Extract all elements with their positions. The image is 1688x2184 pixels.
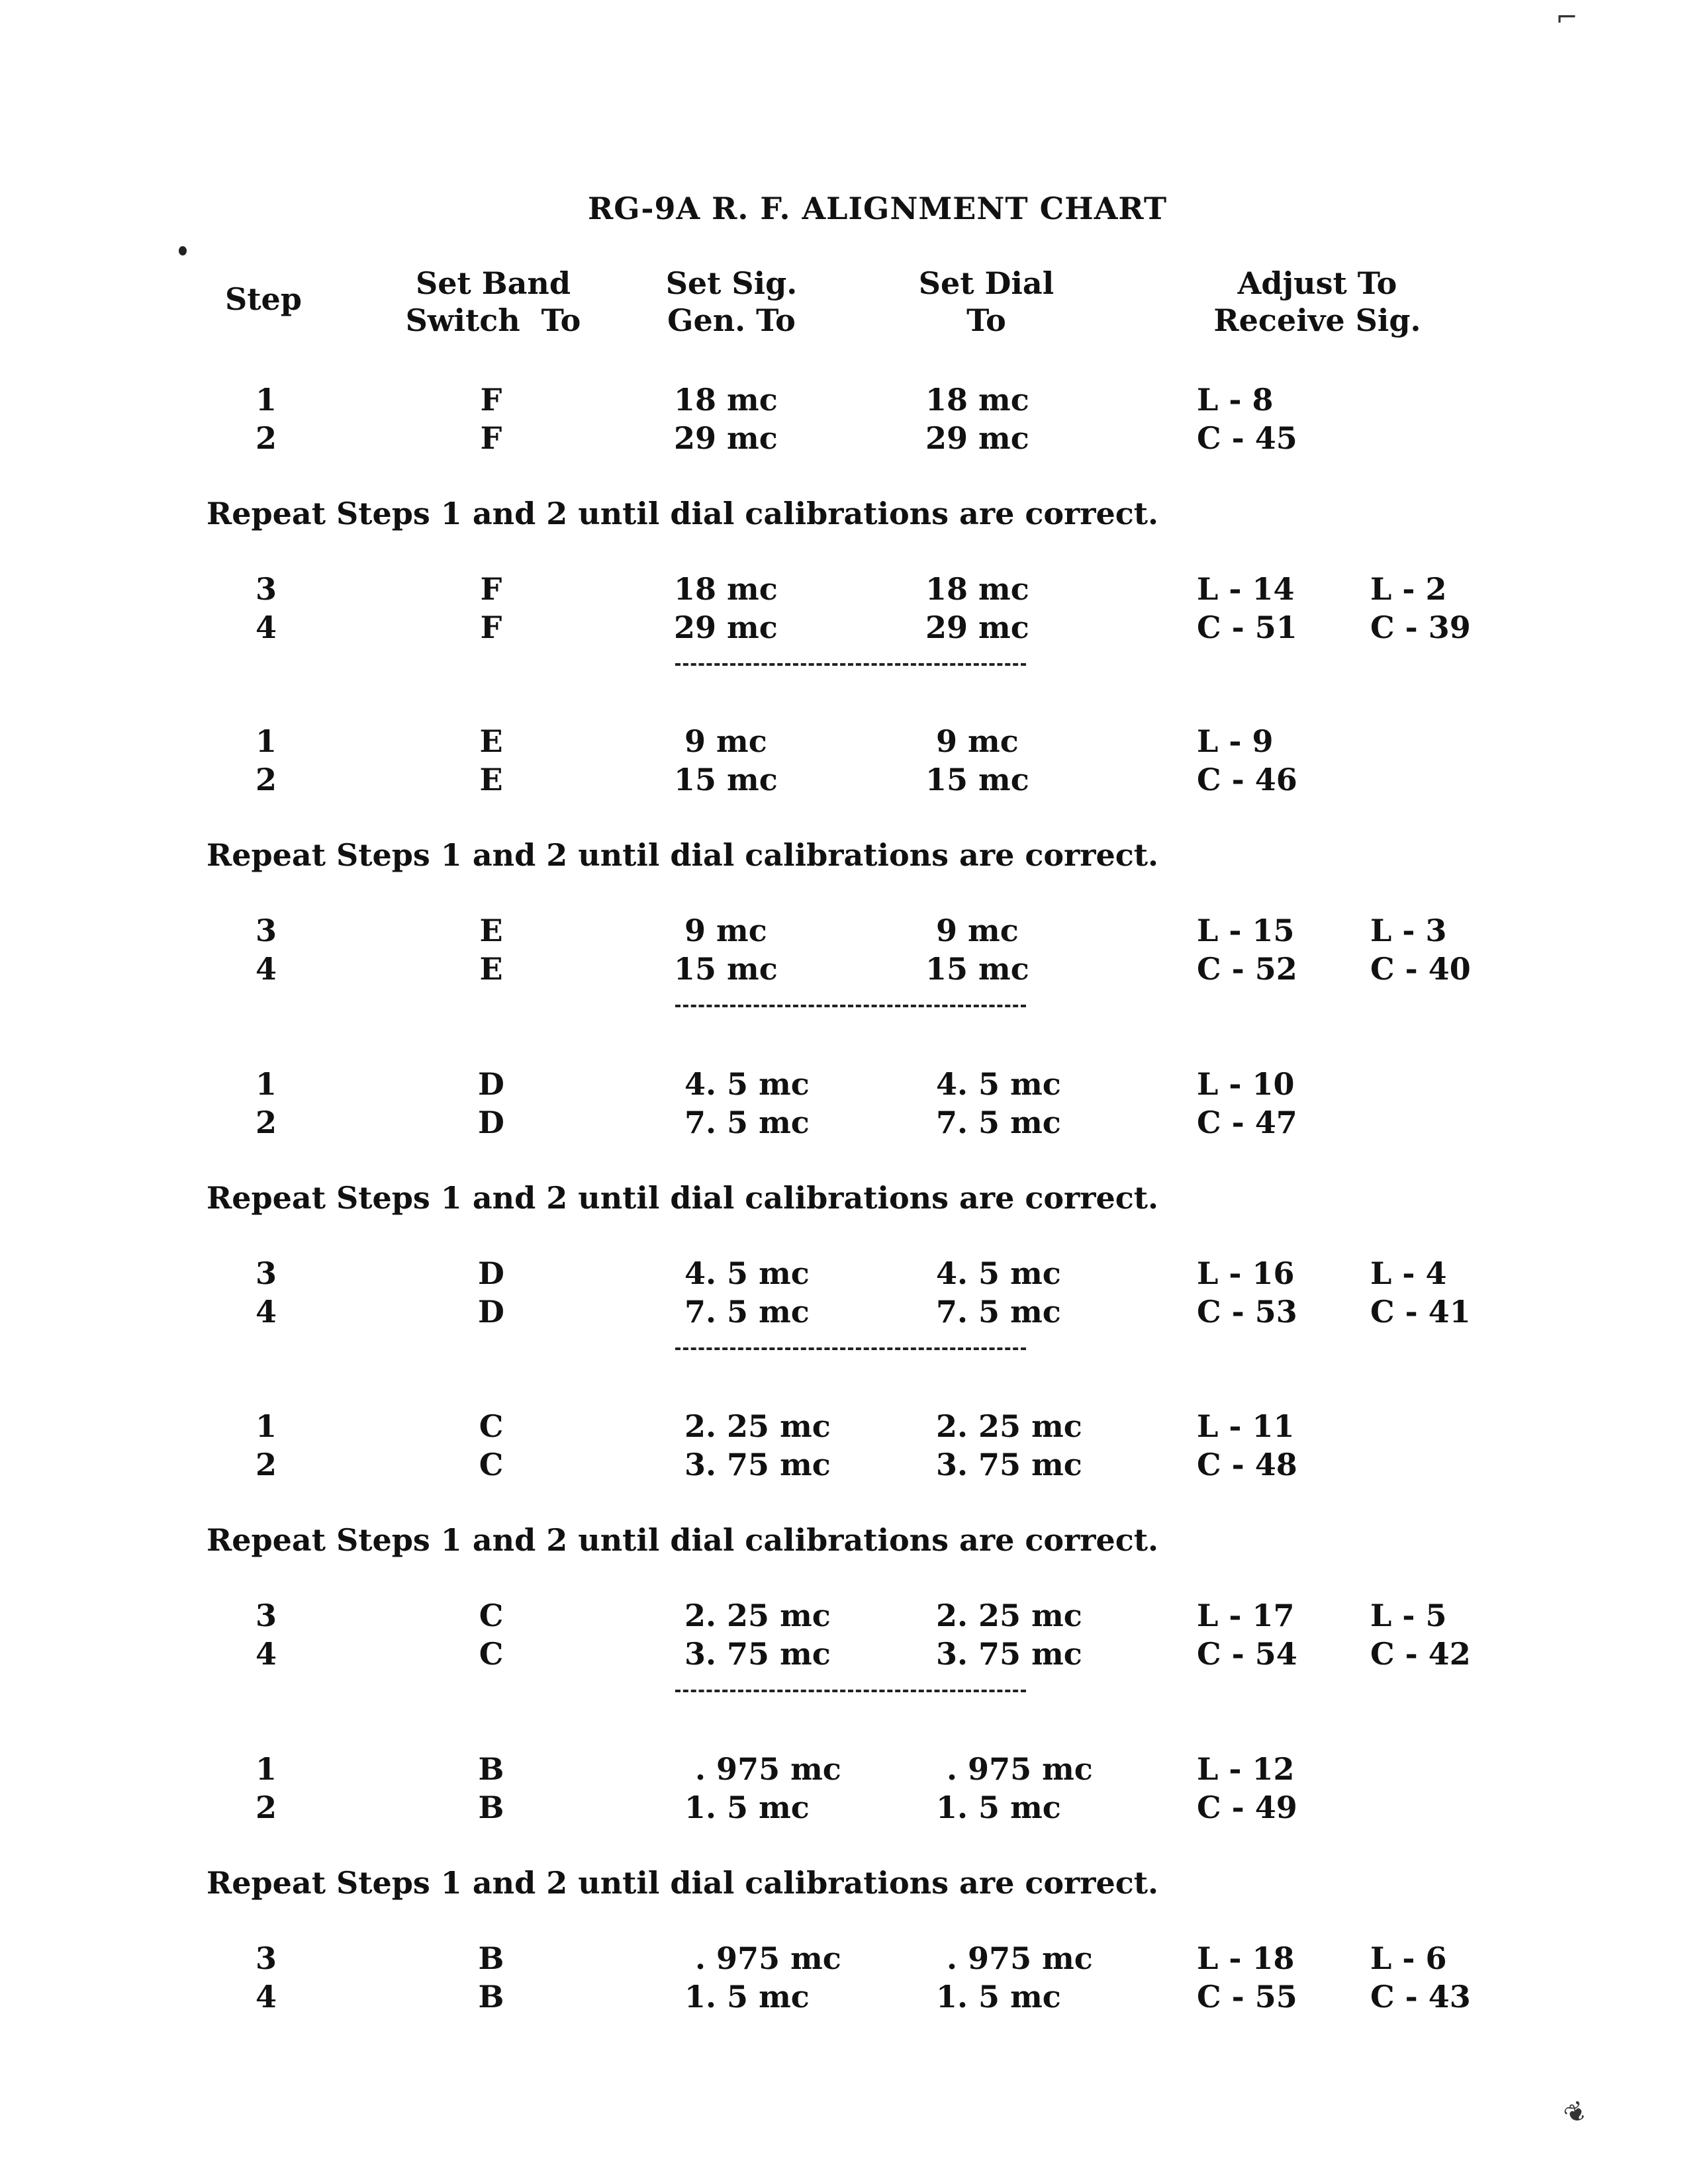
header-adjust-line1: Adjust To — [1237, 265, 1397, 301]
cell-band: F — [480, 571, 502, 607]
cell-step: 1 — [255, 1751, 277, 1787]
cell-band: C — [479, 1636, 504, 1672]
cell-adj2: C - 41 — [1370, 1294, 1471, 1330]
cell-adj2: C - 39 — [1370, 610, 1471, 645]
cell-step: 4 — [255, 1294, 277, 1330]
cell-step: 2 — [255, 1105, 277, 1140]
cell-adj1: C - 49 — [1197, 1790, 1297, 1825]
cell-band: E — [479, 762, 503, 797]
cell-dial: 9 mc — [925, 723, 1019, 759]
cell-band: C — [479, 1447, 504, 1482]
cell-gen: 2. 25 mc — [674, 1598, 831, 1633]
cell-adj1: C - 52 — [1197, 951, 1297, 987]
cell-gen: . 975 mc — [674, 1751, 841, 1787]
band-separator — [675, 663, 1026, 666]
cell-band: B — [478, 1751, 504, 1787]
cell-step: 2 — [255, 1447, 277, 1482]
cell-step: 1 — [255, 723, 277, 759]
cell-adj2: C - 40 — [1370, 951, 1471, 987]
cell-dial: . 975 mc — [925, 1751, 1093, 1787]
cell-dial: 7. 5 mc — [925, 1105, 1061, 1140]
cell-dial: 3. 75 mc — [925, 1636, 1082, 1672]
header-gen-line1: Set Sig. — [665, 265, 798, 301]
corner-ink-mark: ❦ — [1558, 2094, 1593, 2132]
header-dial — [907, 265, 1066, 339]
repeat-note: Repeat Steps 1 and 2 until dial calibrations are correct. — [207, 496, 1159, 531]
cell-gen: . 975 mc — [674, 1940, 841, 1976]
cell-dial: 3. 75 mc — [925, 1447, 1082, 1482]
cell-gen: 18 mc — [674, 382, 778, 418]
cell-adj1: C - 46 — [1197, 762, 1297, 797]
cell-step: 4 — [255, 1636, 277, 1672]
band-separator — [675, 1690, 1026, 1692]
cell-adj1: C - 53 — [1197, 1294, 1297, 1330]
cell-band: D — [478, 1255, 504, 1291]
repeat-note: Repeat Steps 1 and 2 until dial calibrations are correct. — [207, 1522, 1159, 1558]
cell-adj1: C - 48 — [1197, 1447, 1297, 1482]
cell-adj2: C - 42 — [1370, 1636, 1471, 1672]
cell-adj1: L - 17 — [1197, 1598, 1295, 1633]
cell-step: 1 — [255, 1066, 277, 1102]
cell-adj1: L - 11 — [1197, 1408, 1295, 1444]
cell-dial: 29 mc — [925, 420, 1029, 456]
cell-step: 3 — [255, 913, 277, 948]
cell-adj2: L - 6 — [1370, 1940, 1447, 1976]
cell-dial: 18 mc — [925, 382, 1029, 418]
header-band-line1: Set Band — [415, 265, 571, 301]
cell-dial: 7. 5 mc — [925, 1294, 1061, 1330]
cell-step: 2 — [255, 1790, 277, 1825]
cell-dial: 1. 5 mc — [925, 1979, 1061, 2015]
band-separator — [675, 1005, 1026, 1007]
repeat-note: Repeat Steps 1 and 2 until dial calibrations are correct. — [207, 1865, 1159, 1901]
cell-step: 3 — [255, 1255, 277, 1291]
cell-dial: 18 mc — [925, 571, 1029, 607]
cell-band: D — [478, 1105, 504, 1140]
cell-adj1: L - 14 — [1197, 571, 1295, 607]
cell-step: 4 — [255, 610, 277, 645]
cell-adj1: C - 55 — [1197, 1979, 1297, 2015]
cell-adj1: L - 15 — [1197, 913, 1295, 948]
cell-step: 3 — [255, 1598, 277, 1633]
cell-adj1: L - 10 — [1197, 1066, 1295, 1102]
cell-band: E — [479, 913, 503, 948]
cell-gen: 4. 5 mc — [674, 1066, 810, 1102]
cell-step: 1 — [255, 382, 277, 418]
cell-dial: 29 mc — [925, 610, 1029, 645]
cell-gen: 2. 25 mc — [674, 1408, 831, 1444]
cell-gen: 1. 5 mc — [674, 1979, 810, 2015]
stray-mark-dot — [179, 246, 187, 255]
header-band-line2: Switch To — [405, 302, 581, 338]
cell-adj1: C - 47 — [1197, 1105, 1297, 1140]
cell-band: F — [480, 610, 502, 645]
cell-step: 1 — [255, 1408, 277, 1444]
header-step — [225, 281, 302, 318]
header-adjust-line2: Receive Sig. — [1213, 302, 1421, 338]
cell-adj2: L - 3 — [1370, 913, 1447, 948]
cell-band: D — [478, 1066, 504, 1102]
header-step-label: Step — [225, 281, 302, 317]
cell-dial: 15 mc — [925, 762, 1029, 797]
cell-gen: 9 mc — [674, 723, 767, 759]
cell-dial: 1. 5 mc — [925, 1790, 1061, 1825]
cell-gen: 15 mc — [674, 762, 778, 797]
header-gen-line2: Gen. To — [667, 302, 796, 338]
cell-gen: 4. 5 mc — [674, 1255, 810, 1291]
cell-gen: 9 mc — [674, 913, 767, 948]
header-gen — [652, 265, 811, 339]
cell-adj1: C - 45 — [1197, 420, 1297, 456]
cell-dial: 2. 25 mc — [925, 1598, 1082, 1633]
cell-dial: 9 mc — [925, 913, 1019, 948]
cell-band: F — [480, 382, 502, 418]
cell-band: D — [478, 1294, 504, 1330]
cell-step: 3 — [255, 1940, 277, 1976]
cell-adj1: L - 8 — [1197, 382, 1274, 418]
cell-band: E — [479, 951, 503, 987]
cell-gen: 29 mc — [674, 420, 778, 456]
cell-gen: 18 mc — [674, 571, 778, 607]
cell-adj1: L - 18 — [1197, 1940, 1295, 1976]
cell-adj1: L - 9 — [1197, 723, 1274, 759]
repeat-note: Repeat Steps 1 and 2 until dial calibrations are correct. — [207, 837, 1159, 873]
repeat-note: Repeat Steps 1 and 2 until dial calibrations are correct. — [207, 1180, 1159, 1216]
cell-gen: 7. 5 mc — [674, 1105, 810, 1140]
header-dial-line2: To — [966, 302, 1006, 338]
cell-gen: 15 mc — [674, 951, 778, 987]
cell-dial: 4. 5 mc — [925, 1066, 1061, 1102]
cell-dial: . 975 mc — [925, 1940, 1093, 1976]
cell-step: 4 — [255, 1979, 277, 2015]
cell-dial: 2. 25 mc — [925, 1408, 1082, 1444]
band-separator — [675, 1347, 1026, 1350]
cell-adj2: C - 43 — [1370, 1979, 1471, 2015]
cell-adj1: C - 54 — [1197, 1636, 1297, 1672]
cell-adj2: L - 4 — [1370, 1255, 1447, 1291]
cell-band: F — [480, 420, 502, 456]
cell-gen: 7. 5 mc — [674, 1294, 810, 1330]
cell-band: B — [478, 1790, 504, 1825]
cell-adj2: L - 2 — [1370, 571, 1447, 607]
header-dial-line1: Set Dial — [918, 265, 1055, 301]
cell-step: 3 — [255, 571, 277, 607]
cell-band: B — [478, 1979, 504, 2015]
cell-band: C — [479, 1408, 504, 1444]
cell-band: E — [479, 723, 503, 759]
header-band — [397, 265, 589, 339]
cell-step: 4 — [255, 951, 277, 987]
cell-gen: 3. 75 mc — [674, 1447, 831, 1482]
cell-step: 2 — [255, 420, 277, 456]
cell-adj1: L - 16 — [1197, 1255, 1295, 1291]
cell-adj2: L - 5 — [1370, 1598, 1447, 1633]
cell-step: 2 — [255, 762, 277, 797]
page-title: RG-9A R. F. ALIGNMENT CHART — [588, 191, 1168, 226]
corner-scribble-mark: ⌐ — [1556, 3, 1578, 33]
cell-gen: 1. 5 mc — [674, 1790, 810, 1825]
header-adjust — [1185, 265, 1450, 339]
cell-band: B — [478, 1940, 504, 1976]
cell-gen: 3. 75 mc — [674, 1636, 831, 1672]
cell-dial: 15 mc — [925, 951, 1029, 987]
cell-dial: 4. 5 mc — [925, 1255, 1061, 1291]
cell-band: C — [479, 1598, 504, 1633]
cell-gen: 29 mc — [674, 610, 778, 645]
cell-adj1: C - 51 — [1197, 610, 1297, 645]
cell-adj1: L - 12 — [1197, 1751, 1295, 1787]
